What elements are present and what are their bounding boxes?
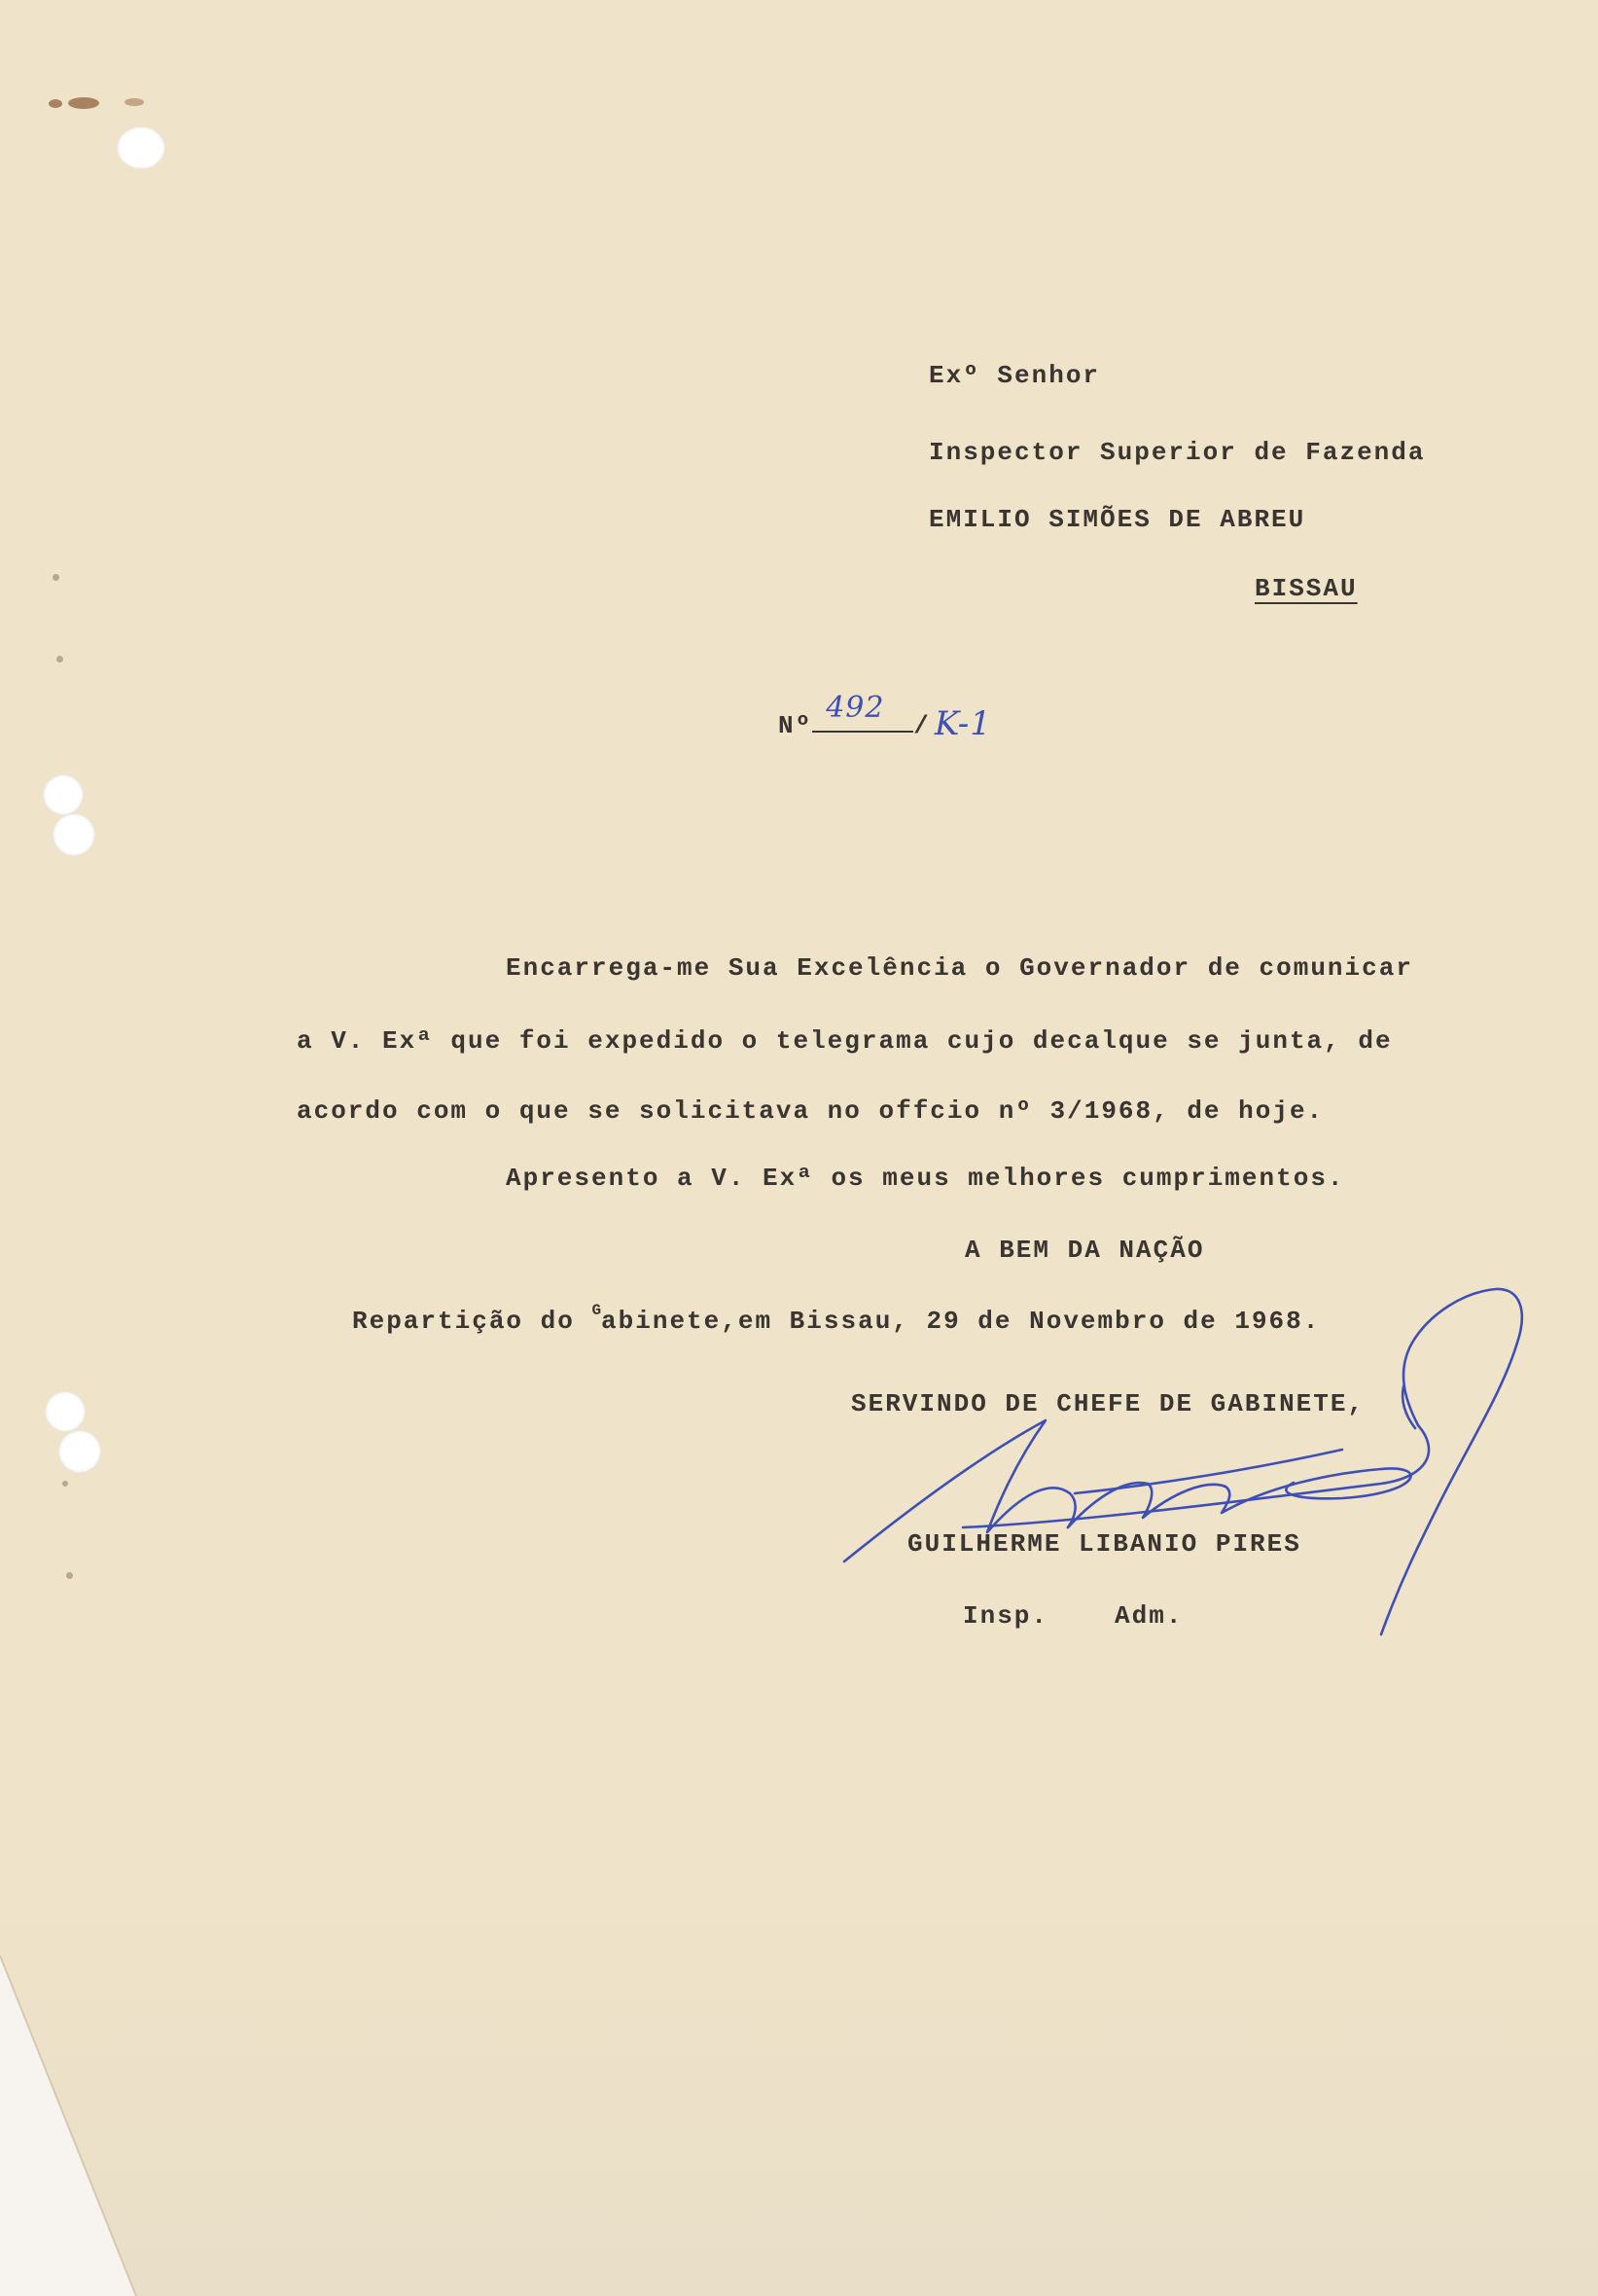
place-date-superscript: G [591, 1302, 602, 1319]
paper-speck [62, 1481, 68, 1487]
addressee-title: Inspector Superior de Fazenda [929, 438, 1426, 467]
paper-speck [53, 574, 59, 581]
place-date-part: abinete,em Bissau, 29 de Novembro de 1968. [601, 1307, 1321, 1336]
reference-handwritten-number: 492 [826, 691, 885, 725]
reference-number [778, 691, 992, 743]
reference-separator: / [913, 711, 931, 740]
punch-hole [53, 813, 95, 856]
addressee-name: EMILIO SIMÕES DE ABREU [929, 505, 1306, 534]
body-line: a V. Exª que foi expedido o telegrama cujo decalque se junta, de [297, 1026, 1393, 1056]
punch-hole [45, 1391, 86, 1432]
punch-hole [43, 774, 84, 815]
addressee-city: BISSAU [1255, 574, 1358, 603]
reference-blank [812, 691, 913, 733]
paper-shading [0, 1897, 1598, 2296]
signatory-rank-part: Insp. [963, 1601, 1049, 1631]
salutation: Exº Senhor [929, 361, 1101, 390]
rust-stain [49, 99, 62, 108]
rust-stain [124, 98, 144, 106]
body-line: Encarrega-me Sua Excelência o Governador de comunicar [506, 953, 1413, 983]
reference-prefix: Nº [778, 711, 813, 740]
paper-speck [56, 656, 63, 663]
punch-hole [117, 126, 165, 169]
signatory-name: GUILHERME LIBANIO PIRES [907, 1529, 1301, 1559]
rust-stain [68, 97, 99, 109]
paper-speck [66, 1572, 73, 1579]
body-line: acordo com o que se solicitava no offcio nº 3/1968, de hoje. [297, 1096, 1325, 1126]
signatory-rank-part: Adm. [1115, 1601, 1184, 1631]
handwritten-signature [836, 1284, 1537, 1644]
punch-hole [58, 1430, 101, 1473]
place-date-part: Repartição do [352, 1307, 592, 1336]
closing-motto: A BEM DA NAÇÃO [965, 1236, 1205, 1265]
folded-corner [0, 1955, 146, 2296]
reference-handwritten-code: K-1 [934, 704, 992, 743]
signatory-role: SERVINDO DE CHEFE DE GABINETE, [851, 1389, 1366, 1418]
body-line: Apresento a V. Exª os meus melhores cumprimentos. [506, 1164, 1345, 1193]
